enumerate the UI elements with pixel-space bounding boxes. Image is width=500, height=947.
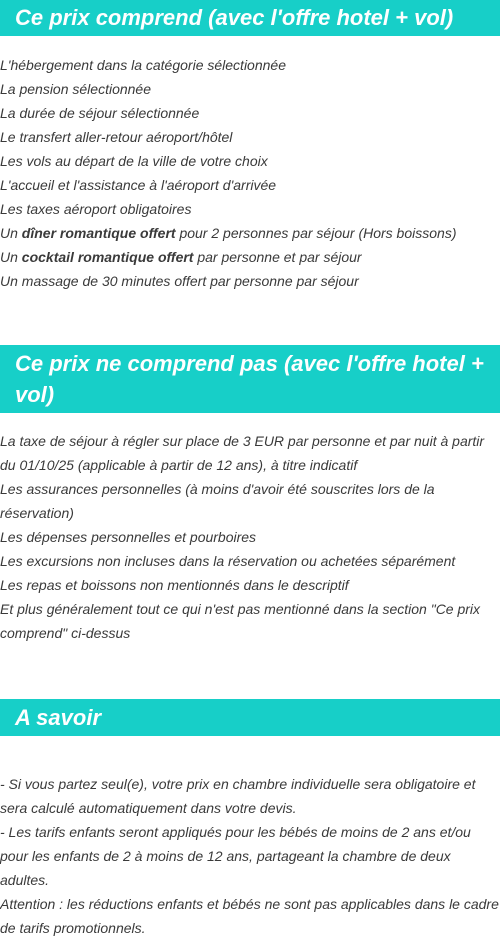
list-item: [0, 221, 500, 245]
item-suffix: par personne et par séjour: [193, 249, 362, 265]
list-item: Les assurances personnelles (à moins d'avoir été souscrites lors de la réservation): [0, 481, 435, 521]
section-title-includes: Ce prix comprend (avec l'offre hotel + vol): [0, 0, 500, 36]
section-title-good-to-know: A savoir: [0, 699, 500, 736]
section-good-to-know: [0, 699, 500, 940]
list-item: Les taxes aéroport obligatoires: [0, 201, 192, 217]
includes-list: [0, 53, 500, 293]
list-item: La pension sélectionnée: [0, 81, 152, 97]
list-item: - Les tarifs enfants seront appliqués pour les bébés de moins de 2 ans et/ou pour les enfants de 2 à moins de 12 ans, partageant la chambre de deux adultes.: [0, 824, 471, 888]
excludes-list: [0, 429, 500, 645]
list-item: Les excursions non incluses dans la réservation ou achetées séparément: [0, 553, 456, 569]
section-title-excludes: Ce prix ne comprend pas (avec l'offre hotel + vol): [0, 345, 500, 413]
list-item: Attention : les réductions enfants et bébés ne sont pas applicables dans le cadre de tarifs promotionnels.: [0, 896, 499, 936]
good-to-know-list: [0, 772, 500, 940]
list-item: La taxe de séjour à régler sur place de 3 EUR par personne et par nuit à partir du 01/10/25 (applicable à partir de 12 ans), à titre indicatif: [0, 433, 485, 473]
list-item: Les dépenses personnelles et pourboires: [0, 529, 257, 545]
list-item: [0, 245, 500, 269]
list-item: L'accueil et l'assistance à l'aéroport d'arrivée: [0, 177, 277, 193]
item-suffix: pour 2 personnes par séjour (Hors boissons): [175, 225, 457, 241]
item-highlight: dîner romantique offert: [21, 225, 176, 241]
list-item: - Si vous partez seul(e), votre prix en chambre individuelle sera obligatoire et sera calculé automatiquement dans votre devis.: [0, 776, 476, 816]
list-item: L'hébergement dans la catégorie sélectionnée: [0, 57, 286, 73]
list-item: Les vols au départ de la ville de votre choix: [0, 153, 268, 169]
list-item: Un massage de 30 minutes offert par personne par séjour: [0, 273, 359, 289]
item-highlight: cocktail romantique offert: [21, 249, 194, 265]
section-excludes: [0, 345, 500, 645]
item-prefix: Un: [0, 225, 22, 241]
list-item: Et plus généralement tout ce qui n'est pas mentionné dans la section "Ce prix comprend" ci-dessus: [0, 601, 481, 641]
list-item: Les repas et boissons non mentionnés dans le descriptif: [0, 577, 349, 593]
list-item: La durée de séjour sélectionnée: [0, 105, 200, 121]
item-prefix: Un: [0, 249, 22, 265]
section-includes: [0, 0, 500, 293]
list-item: Le transfert aller-retour aéroport/hôtel: [0, 129, 233, 145]
